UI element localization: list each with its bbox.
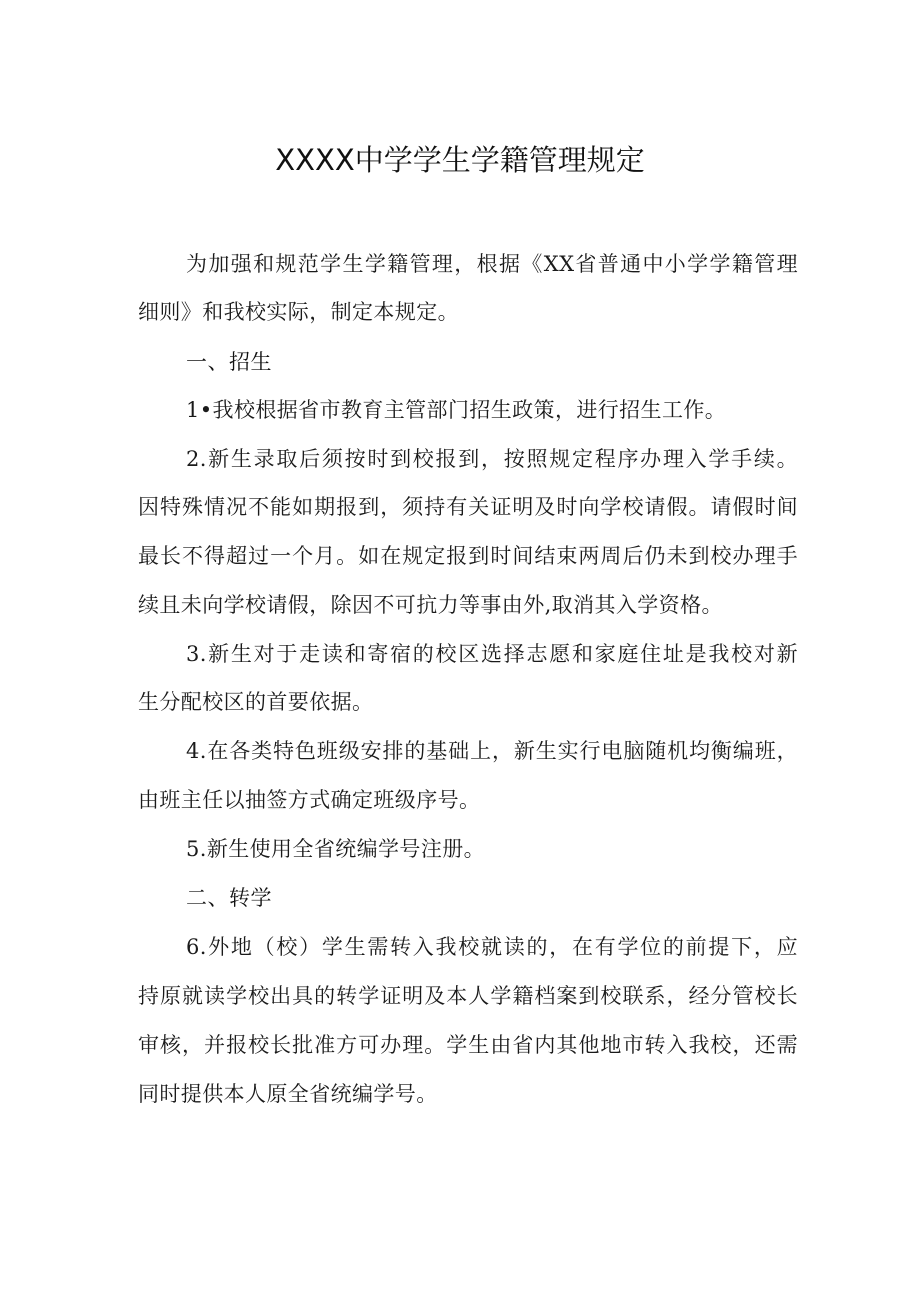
document-title: XXXX中学学生学籍管理规定 (275, 143, 645, 177)
item-6-line-2: 持原就读学校出具的转学证明及本人学籍档案到校联系，经分管校长 (138, 984, 798, 1008)
item-2-line-1: 2.新生录取后须按时到校报到，按照规定程序办理入学手续。 (186, 447, 798, 471)
section-heading-transfer: 二、转学 (186, 886, 272, 910)
item-3-line-2: 生分配校区的首要依据。 (138, 690, 374, 714)
item-2-line-2: 因特殊情况不能如期报到，须持有关证明及时向学校请假。请假时间 (138, 495, 798, 519)
item-5-line-1: 5.新生使用全省统编学号注册。 (186, 837, 486, 861)
item-4-line-1: 4.在各类特色班级安排的基础上，新生实行电脑随机均衡编班， (186, 739, 798, 763)
intro-line-1: 为加强和规范学生学籍管理，根据《XX省普通中小学学籍管理 (186, 252, 798, 276)
intro-line-2: 细则》和我校实际，制定本规定。 (138, 300, 459, 324)
item-1-line-1: 1•我校根据省市教育主管部门招生政策，进行招生工作。 (186, 398, 727, 422)
item-6-line-3: 审核，并报校长批准方可办理。学生由省内其他地市转入我校，还需 (138, 1033, 798, 1057)
item-2-line-4: 续且未向学校请假，除因不可抗力等事由外,取消其入学资格。 (138, 593, 723, 617)
item-3-line-1: 3.新生对于走读和寄宿的校区选择志愿和家庭住址是我校对新 (186, 642, 798, 666)
item-6-line-1: 6.外地（校）学生需转入我校就读的，在有学位的前提下，应 (186, 935, 798, 959)
section-heading-enrollment: 一、招生 (186, 350, 272, 374)
item-6-line-4: 同时提供本人原全省统编学号。 (138, 1082, 438, 1106)
item-4-line-2: 由班主任以抽签方式确定班级序号。 (138, 788, 481, 812)
item-2-line-3: 最长不得超过一个月。如在规定报到时间结束两周后仍未到校办理手 (138, 544, 798, 568)
